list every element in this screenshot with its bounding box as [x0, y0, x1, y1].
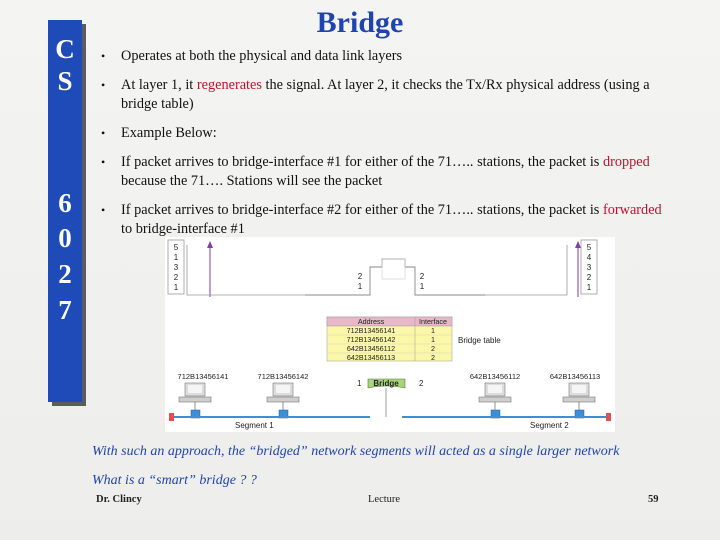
- bullet-text: Example Below:: [121, 125, 217, 141]
- left-frame-num: 1: [173, 253, 179, 262]
- bullet-text: Operates at both the physical and data link layers: [121, 48, 403, 64]
- note-bridged-segments: With such an approach, the “bridged” network segments will acted as a single larger network: [92, 444, 620, 459]
- left-frame-num: 3: [173, 263, 179, 272]
- right-frame-num: 3: [586, 263, 592, 272]
- bullet-1: [101, 47, 671, 66]
- right-frame-num: 5: [586, 243, 592, 252]
- table-cell: 1: [431, 326, 435, 335]
- bullet-4: [101, 153, 671, 191]
- bullet-text-part: If packet arrives to bridge-interface #2 for either of the 71….. stations, the packet is: [121, 202, 603, 218]
- bullet-text-part: the signal. At layer 2, it checks the Tx/Rx physical address (using a bridge table): [121, 77, 650, 112]
- footer-page-number: 59: [648, 494, 659, 505]
- bridge-table: [327, 317, 452, 362]
- right-frame-num: 1: [586, 283, 592, 292]
- bullet-3: [101, 124, 671, 143]
- center-left-num: 2: [357, 272, 363, 281]
- bullet-2: [101, 76, 671, 114]
- bullet-dot: •: [101, 155, 106, 169]
- bridge-port-1: 1: [357, 379, 362, 388]
- bullet-dot: •: [101, 203, 106, 217]
- station-label: 642B13456112: [469, 372, 521, 381]
- segment-1-label: Segment 1: [235, 421, 274, 430]
- bullet-text: [121, 201, 671, 239]
- bullet-5: [101, 201, 671, 239]
- table-header: Interface: [419, 317, 447, 326]
- right-frame-num: 2: [586, 273, 592, 282]
- segment-2-label: Segment 2: [530, 421, 569, 430]
- bullet-text-part: to bridge-interface #1: [121, 221, 245, 237]
- station-label: 712B13456141: [177, 372, 229, 381]
- sidebar-letter: 0: [58, 223, 72, 253]
- left-frame-num: 1: [173, 283, 179, 292]
- bridge-port-2: 2: [419, 379, 424, 388]
- table-cell: 712B13456142: [346, 335, 396, 344]
- footer-author: Dr. Clincy: [96, 494, 142, 505]
- bullet-dot: •: [101, 49, 106, 63]
- bridge-label: Bridge: [373, 379, 399, 388]
- table-cell: 2: [431, 353, 435, 362]
- bullet-text: [121, 76, 671, 114]
- bridge-icon: [368, 379, 405, 388]
- bullet-text: [121, 153, 671, 191]
- slide-title: Bridge: [316, 6, 404, 39]
- bullet-dot: •: [101, 78, 106, 92]
- bullet-text-part: At layer 1, it: [121, 77, 197, 93]
- terminator-icon: [606, 413, 611, 421]
- bullet-text-part: because the 71…. Stations will see the packet: [121, 173, 383, 189]
- terminator-icon: [169, 413, 174, 421]
- sidebar-letter: S: [57, 66, 73, 96]
- sidebar-letter: 6: [58, 188, 72, 218]
- emphasis-regenerates: regenerates: [196, 77, 262, 93]
- table-cell: 1: [431, 335, 435, 344]
- center-left-num: 1: [357, 282, 363, 291]
- table-cell: 642B13456112: [346, 344, 396, 353]
- bridge-table-label: Bridge table: [458, 336, 501, 345]
- table-cell: 2: [431, 344, 435, 353]
- table-cell: 712B13456141: [346, 326, 396, 335]
- station-label: 642B13456113: [549, 372, 601, 381]
- course-sidebar: [48, 20, 82, 402]
- sidebar-letter: 2: [58, 259, 72, 289]
- bridge-diagram: [165, 237, 615, 432]
- left-frame-num: 2: [173, 273, 179, 282]
- bullet-dot: •: [101, 126, 106, 140]
- sidebar-letter: 7: [58, 295, 72, 325]
- footer-center: Lecture: [368, 494, 401, 505]
- center-right-num: 2: [419, 272, 425, 281]
- emphasis-dropped: dropped: [602, 154, 650, 170]
- table-cell: 642B13456113: [346, 353, 396, 362]
- right-frame-num: 4: [586, 253, 592, 262]
- station-label: 712B13456142: [257, 372, 309, 381]
- sidebar-letter: C: [55, 34, 75, 64]
- table-header: Address: [357, 317, 385, 326]
- bullet-text-part: If packet arrives to bridge-interface #1 for either of the 71….. stations, the packet is: [121, 154, 603, 170]
- note-smart-bridge: What is a “smart” bridge ? ?: [92, 473, 257, 488]
- center-right-num: 1: [419, 282, 425, 291]
- emphasis-forwarded: forwarded: [602, 202, 662, 218]
- left-frame-num: 5: [173, 243, 179, 252]
